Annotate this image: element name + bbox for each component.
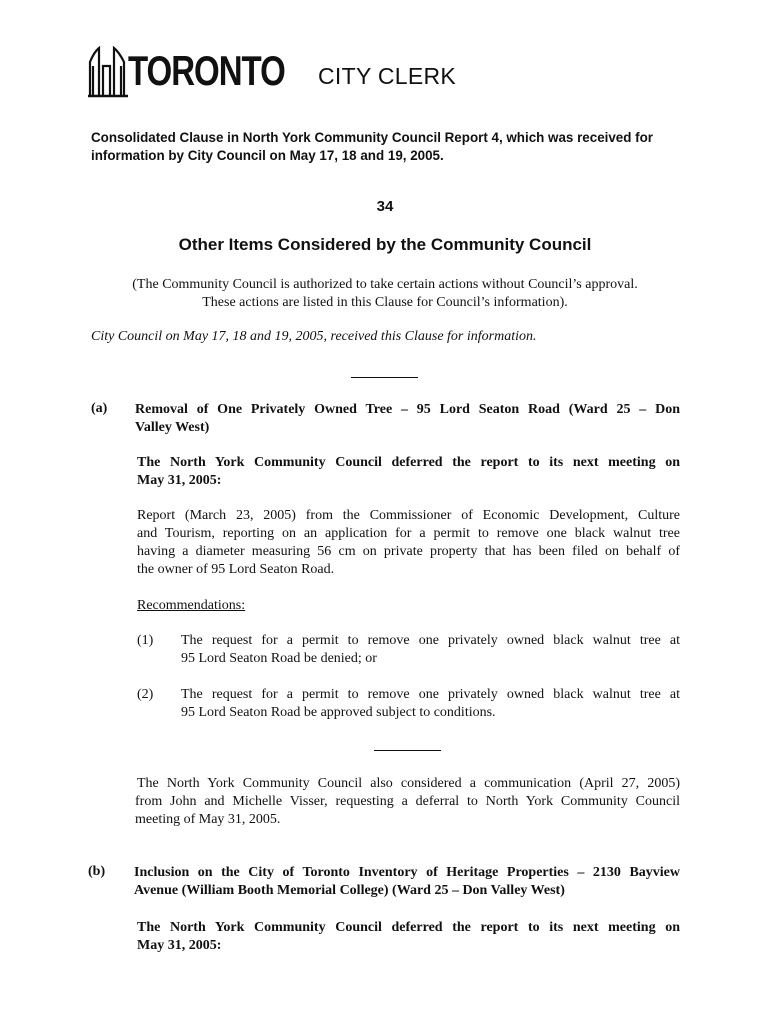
recommendation-number: (2)	[137, 687, 154, 702]
report-line: and Tourism, reporting on an application for a permit to remove one black walnut tree	[137, 526, 680, 541]
consolidated-clause-note	[91, 129, 689, 165]
item-label: (b)	[88, 864, 106, 879]
recommendation-line-2: 95 Lord Seaton Road be approved subject to conditions.	[181, 705, 496, 720]
item-heading-line-2: Avenue (William Booth Memorial College) (Ward 25 – Don Valley West)	[134, 883, 565, 898]
city-hall-icon	[88, 44, 128, 98]
decision-line-2: May 31, 2005:	[137, 473, 222, 488]
communication-line: meeting of May 31, 2005.	[135, 812, 281, 827]
item-heading	[135, 401, 680, 437]
report-line: having a diameter measuring 56 cm on private property that has been filed on behalf of	[137, 544, 680, 559]
authority-line-1: (The Community Council is authorized to take certain actions without Council’s approval.	[132, 277, 638, 292]
authority-line-2: These actions are listed in this Clause for Council’s information).	[202, 295, 568, 310]
recommendation-line-1: The request for a permit to remove one privately owned black walnut tree at	[181, 687, 680, 702]
item-heading-line-2: Valley West)	[135, 420, 210, 435]
recommendations-heading: Recommendations:	[137, 598, 246, 613]
report-paragraph	[137, 507, 680, 579]
item-divider	[374, 750, 441, 751]
report-line: the owner of 95 Lord Seaton Road.	[137, 562, 335, 577]
recommendation-item	[181, 632, 680, 668]
item-heading	[134, 864, 680, 900]
item-heading-line-1: Inclusion on the City of Toronto Inventory of Heritage Properties – 2130 Bayview	[134, 865, 680, 880]
deferral-decision	[137, 454, 680, 490]
recommendation-line-2: 95 Lord Seaton Road be denied; or	[181, 651, 377, 666]
authority-note	[88, 276, 682, 312]
recommendation-number: (1)	[137, 633, 154, 648]
section-divider	[351, 377, 418, 378]
consolidated-line-1: Consolidated Clause in North York Community Council Report 4, which was received for	[91, 130, 654, 145]
communication-line: The North York Community Council also considered a communication (April 27, 2005)	[137, 776, 680, 791]
decision-line-1: The North York Community Council deferred the report to its next meeting on	[137, 920, 680, 935]
recommendation-line-1: The request for a permit to remove one privately owned black walnut tree at	[181, 633, 680, 648]
deferral-decision	[137, 919, 680, 955]
council-action: City Council on May 17, 18 and 19, 2005, received this Clause for information.	[91, 329, 537, 344]
clause-title: Other Items Considered by the Community Council	[178, 235, 592, 254]
logo-wordmark: TORONTO	[128, 47, 285, 94]
consolidated-line-2: information by City Council on May 17, 18 and 19, 2005.	[91, 148, 444, 163]
communication-paragraph	[137, 775, 680, 829]
communication-line: from John and Michelle Visser, requesting a deferral to North York Community Council	[135, 794, 680, 809]
toronto-logo	[88, 44, 285, 98]
office-title: CITY CLERK	[318, 63, 457, 89]
recommendation-item	[181, 686, 680, 722]
decision-line-2: May 31, 2005:	[137, 938, 222, 953]
item-heading-line-1: Removal of One Privately Owned Tree – 95 Lord Seaton Road (Ward 25 – Don	[135, 402, 680, 417]
clause-number: 34	[376, 198, 394, 215]
item-label: (a)	[91, 401, 108, 416]
decision-line-1: The North York Community Council deferred the report to its next meeting on	[137, 455, 680, 470]
report-line: Report (March 23, 2005) from the Commissioner of Economic Development, Culture	[137, 508, 680, 523]
